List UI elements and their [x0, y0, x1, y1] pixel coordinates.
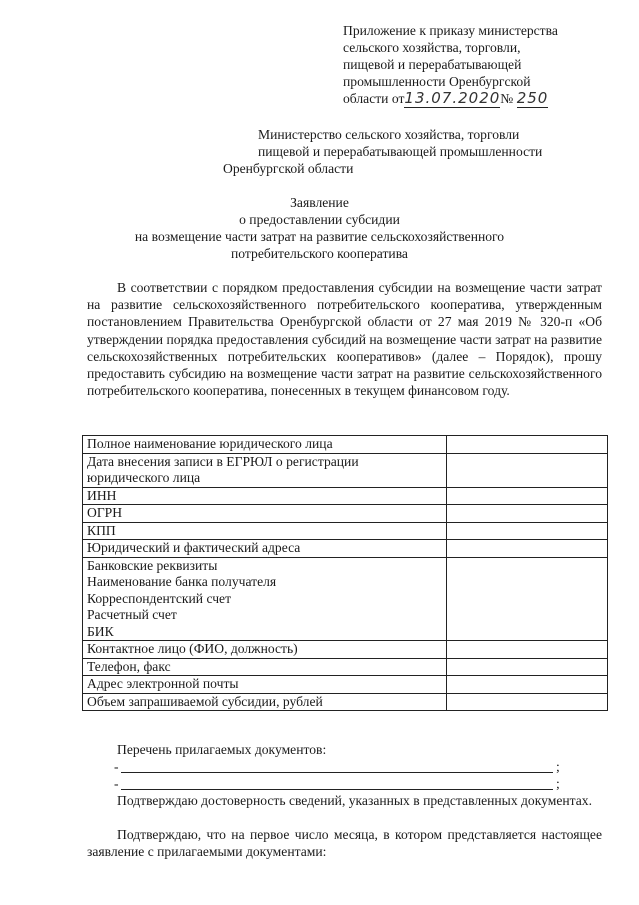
form-row: [83, 540, 608, 558]
form-field-value[interactable]: [447, 557, 608, 641]
annex-date-line: [343, 90, 623, 107]
recipient-line-3: Оренбургской области: [223, 161, 354, 176]
attachment-terminator-1: ;: [556, 759, 560, 774]
title-line-4: потребительского кооператива: [231, 246, 408, 261]
form-row: [83, 693, 608, 711]
confirm-paragraph-2: [87, 826, 602, 860]
form-label-line: Расчетный счет: [87, 607, 177, 622]
title-line-3: на возмещение части затрат на развитие сельскохозяйственного: [134, 229, 505, 244]
attachment-line-1[interactable]: [121, 772, 553, 773]
body-paragraph-text: В соответствии с порядком предоставления субсидии на возмещение части затрат на развитие сельскохозяйственного потребительского кооператива, утвержденным постановлением Правительства Оренбургской области от 27 мая 2019 № 320-п «Об утверждении порядка предоставления субсидий на возмещение части затрат на развитие сельскохозяйственных потребительских кооперативов» (далее – Порядок), прошу предоставить субсидию на возмещение части затрат на развитие сельскохозяйственного потребительского кооператива, понесенных в текущем финансовом году.: [87, 280, 602, 399]
form-row: [83, 487, 608, 505]
attachment-dash-1: -: [114, 759, 119, 774]
form-field-label: [83, 641, 447, 659]
title-line-2: о предоставлении субсидии: [239, 212, 400, 227]
annex-line: промышленности Оренбургской: [343, 74, 531, 89]
form-label-line: Объем запрашиваемой субсидии, рублей: [87, 693, 323, 709]
application-form-table: [82, 435, 608, 711]
document-title: Заявление: [290, 195, 349, 210]
form-body: [83, 436, 608, 711]
form-field-label: [83, 505, 447, 523]
form-field-value[interactable]: [447, 505, 608, 523]
attachments-heading: Перечень прилагаемых документов:: [117, 742, 327, 757]
attachment-line-2[interactable]: [121, 789, 553, 790]
form-label-line: БИК: [87, 623, 114, 639]
annex-line: пищевой и перерабатывающей: [343, 57, 522, 72]
form-field-value[interactable]: [447, 540, 608, 558]
form-row: [83, 641, 608, 659]
form-row: [83, 522, 608, 540]
form-field-label: [83, 522, 447, 540]
handwritten-date: 13.07.2020: [404, 89, 501, 107]
confirm-1-text: Подтверждаю достоверность сведений, указанных в представленных документах.: [117, 793, 593, 808]
form-field-label: [83, 676, 447, 694]
form-field-value[interactable]: [447, 676, 608, 694]
attachment-dash-2: -: [114, 776, 119, 791]
number-sign: №: [500, 91, 514, 106]
recipient-line-2: пищевой и перерабатывающей промышленности: [258, 144, 543, 159]
form-row: [83, 453, 608, 487]
recipient-line-1: Министерство сельского хозяйства, торговли: [258, 127, 520, 142]
body-paragraph: [87, 279, 602, 399]
form-label-line: Наименование банка получателя: [87, 574, 277, 589]
form-row: [83, 505, 608, 523]
annex-line: сельского хозяйства, торговли,: [343, 40, 521, 55]
handwritten-number: 250: [516, 89, 549, 107]
form-label-line: Телефон, факс: [87, 658, 171, 674]
form-field-label: [83, 436, 447, 454]
form-row: [83, 676, 608, 694]
form-label-line: Юридический и фактический адреса: [87, 540, 301, 555]
form-field-value[interactable]: [447, 693, 608, 711]
form-field-label: [83, 658, 447, 676]
confirm-paragraph-1: [87, 792, 602, 809]
form-field-value[interactable]: [447, 487, 608, 505]
form-field-label: [83, 557, 447, 641]
form-row: [83, 436, 608, 454]
form-label-line: Банковские реквизиты: [87, 557, 218, 573]
form-field-label: [83, 540, 447, 558]
form-field-value[interactable]: [447, 436, 608, 454]
form-label-line: юридического лица: [87, 470, 201, 485]
form-field-label: [83, 693, 447, 711]
form-field-value[interactable]: [447, 522, 608, 540]
form-row: [83, 658, 608, 676]
form-label-line: ИНН: [87, 487, 117, 503]
form-field-value[interactable]: [447, 453, 608, 487]
form-label-line: Адрес электронной почты: [87, 676, 239, 691]
form-field-value[interactable]: [447, 658, 608, 676]
form-label-line: Контактное лицо (ФИО, должность): [87, 641, 298, 656]
form-label-line: Полное наименование юридического лица: [87, 436, 333, 451]
confirm-2-text: Подтверждаю, что на первое число месяца, в котором представляется настоящее заявление с прилагаемыми документами:: [87, 827, 602, 860]
annex-header: [343, 22, 623, 107]
annex-line: Приложение к приказу министерства: [343, 23, 558, 38]
form-label-line: КПП: [87, 522, 116, 538]
annex-date-prefix: области от: [343, 91, 405, 106]
form-field-label: [83, 487, 447, 505]
form-label-line: Дата внесения записи в ЕГРЮЛ о регистрации: [87, 453, 359, 469]
attachment-terminator-2: ;: [556, 776, 560, 791]
form-field-value[interactable]: [447, 641, 608, 659]
form-label-line: ОГРН: [87, 505, 123, 520]
form-field-label: [83, 453, 447, 487]
form-label-line: Корреспондентский счет: [87, 590, 232, 606]
form-row: [83, 557, 608, 641]
